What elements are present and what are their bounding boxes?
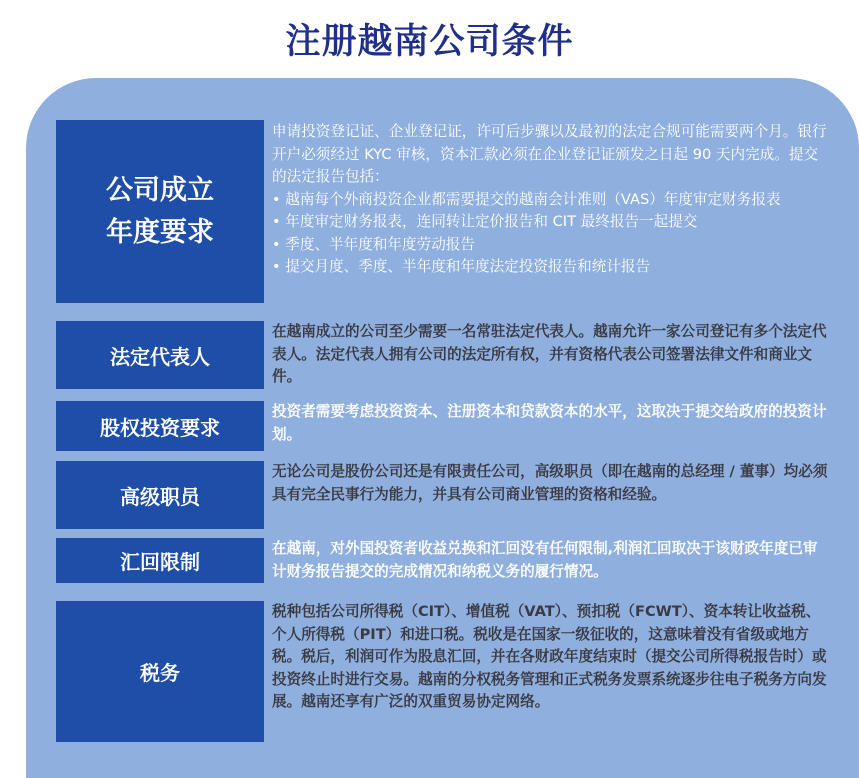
requirement-row-repatriation <box>56 538 836 583</box>
row-label-tax: 税务 <box>56 601 264 742</box>
requirement-row-legal-rep <box>56 321 836 389</box>
row-label-legal-rep: 法定代表人 <box>56 321 264 389</box>
row-label-line: 公司成立 <box>106 174 214 206</box>
list-item: • 越南每个外商投资企业都需要提交的越南会计准则（VAS）年度审定财务报表 <box>272 189 828 212</box>
row-label-repatriation: 汇回限制 <box>56 538 264 583</box>
requirement-row-equity <box>56 401 836 451</box>
row-label-line: 年度要求 <box>106 216 214 248</box>
list-item: • 季度、半年度和年度劳动报告 <box>272 234 828 257</box>
page-title: 注册越南公司条件 <box>285 22 574 62</box>
description-intro: 申请投资登记证、企业登记证，许可后步骤以及最初的法定合规可能需要两个月。银行开户必须经过 KYC 审核，资本汇款必须在企业登记证颁发之日起 90 天内完成。提交的法定报告包括： <box>272 123 827 185</box>
requirement-row-establishment <box>56 120 836 306</box>
row-description-repatriation: 在越南，对外国投资者收益兑换和汇回没有任何限制,利润汇回取决于该财政年度已审计财务报告提交的完成情况和纳税义务的履行情况。 <box>272 540 818 580</box>
row-label-equity: 股权投资要求 <box>56 401 264 451</box>
row-description-equity: 投资者需要考虑投资资本、注册资本和贷款资本的水平，这取决于提交给政府的投资计划。 <box>272 403 827 443</box>
list-item: • 年度审定财务报表，连同转让定价报告和 CIT 最终报告一起提交 <box>272 211 828 234</box>
requirement-row-officers <box>56 461 836 529</box>
row-description-officers: 无论公司是股份公司还是有限责任公司，高级职员（即在越南的总经理 / 董事）均必须具有完全民事行为能力，并具有公司商业管理的资格和经验。 <box>272 463 828 503</box>
report-list <box>272 189 828 279</box>
requirement-row-tax <box>56 601 836 742</box>
row-description-establishment <box>272 121 828 279</box>
row-description-legal-rep: 在越南成立的公司至少需要一名常驻法定代表人。越南允许一家公司登记有多个法定代表人。法定代表人拥有公司的法定所有权，并有资格代表公司签署法律文件和商业文件。 <box>272 323 827 385</box>
row-description-tax: 税种包括公司所得税（CIT）、增值税（VAT）、预扣税（FCWT）、资本转让收益税、个人所得税（PIT）和进口税。税收是在国家一级征收的，这意味着没有省级或地方税。税后，利润可作为股息汇回，并在各财政年度结束时（提交公司所得税报告时）或投资终止时进行交易。越南的分权税务管理和正式税务发票系统逐步往电子税务方向发展。越南还享有广泛的双重贸易协定网络。 <box>272 603 827 710</box>
row-label-establishment <box>56 120 264 303</box>
list-item: • 提交月度、季度、半年度和年度法定投资报告和统计报告 <box>272 256 828 279</box>
row-label-officers: 高级职员 <box>56 461 264 529</box>
